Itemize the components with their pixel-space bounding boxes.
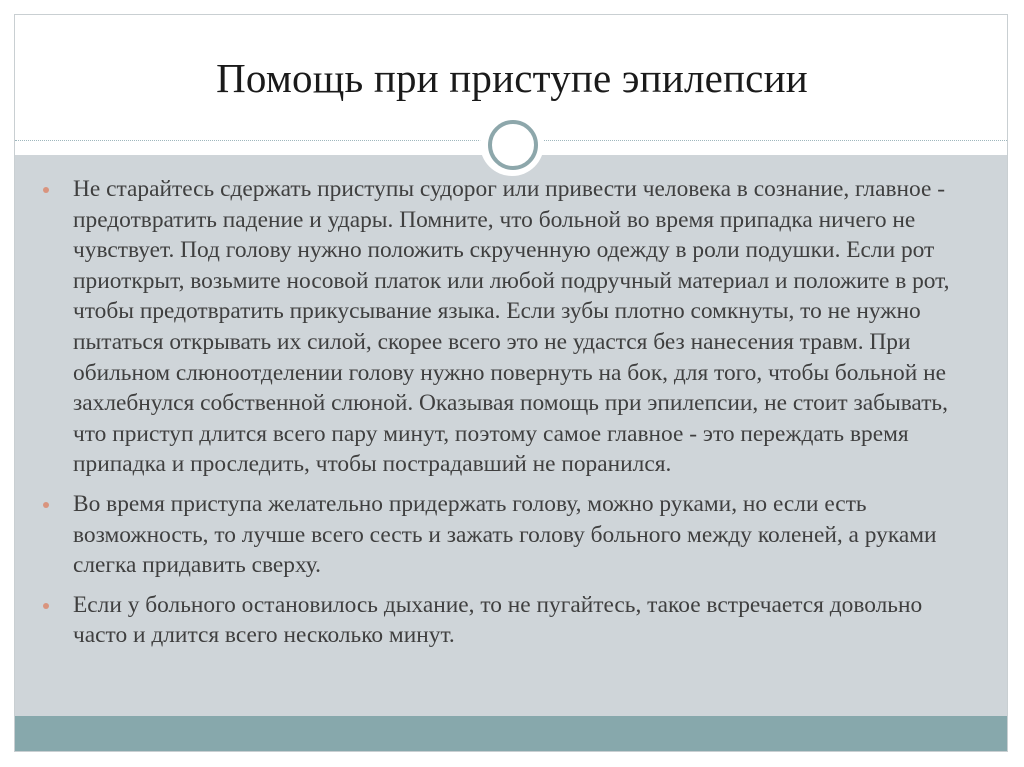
slide-title: Помощь при приступе эпилепсии bbox=[216, 55, 808, 101]
bullet-text: Если у больного остановилось дыхание, то не пугайтесь, такое встречается довольно часто и длится всего несколько минут. bbox=[73, 591, 923, 649]
ring-icon bbox=[488, 120, 538, 170]
bullet-item bbox=[42, 174, 982, 480]
bullet-dot-icon bbox=[43, 502, 49, 508]
circle-ornament-icon bbox=[480, 112, 544, 176]
bullet-dot-icon bbox=[43, 187, 49, 193]
bullet-item bbox=[42, 590, 982, 651]
bullet-dot-icon bbox=[43, 603, 49, 609]
slide-footer-band bbox=[15, 716, 1007, 751]
bullet-text: Не старайтесь сдержать приступы судорог или привести человека в сознание, главное - предотвратить падение и удары. Помните, что больной во время припадка ничего не чувствует. Под голову нужно положить скрученную одежду в роли подушки. Если рот приоткрыт, возьмите носовой платок или любой подручный материал и положите в рот, чтобы предотвратить прикусывание языка. Если зубы плотно сомкнуты, то не нужно пытаться открывать их силой, скорее всего это не удастся без нанесения травм. При обильном слюноотделении голову нужно повернуть на бок, для того, чтобы больной не захлебнулся собственной слюной. Оказывая помощь при эпилепсии, не стоит забывать, что приступ длится всего пару минут, поэтому самое главное - это переждать время припадка и проследить, чтобы пострадавший не поранился. bbox=[73, 176, 950, 478]
bullet-item bbox=[42, 489, 982, 581]
bullet-text: Во время приступа желательно придержать голову, можно руками, но если есть возможность, то лучше всего сесть и зажать голову больного между коленей, а руками слегка придавить сверху. bbox=[73, 490, 937, 579]
bullet-list bbox=[42, 174, 982, 660]
